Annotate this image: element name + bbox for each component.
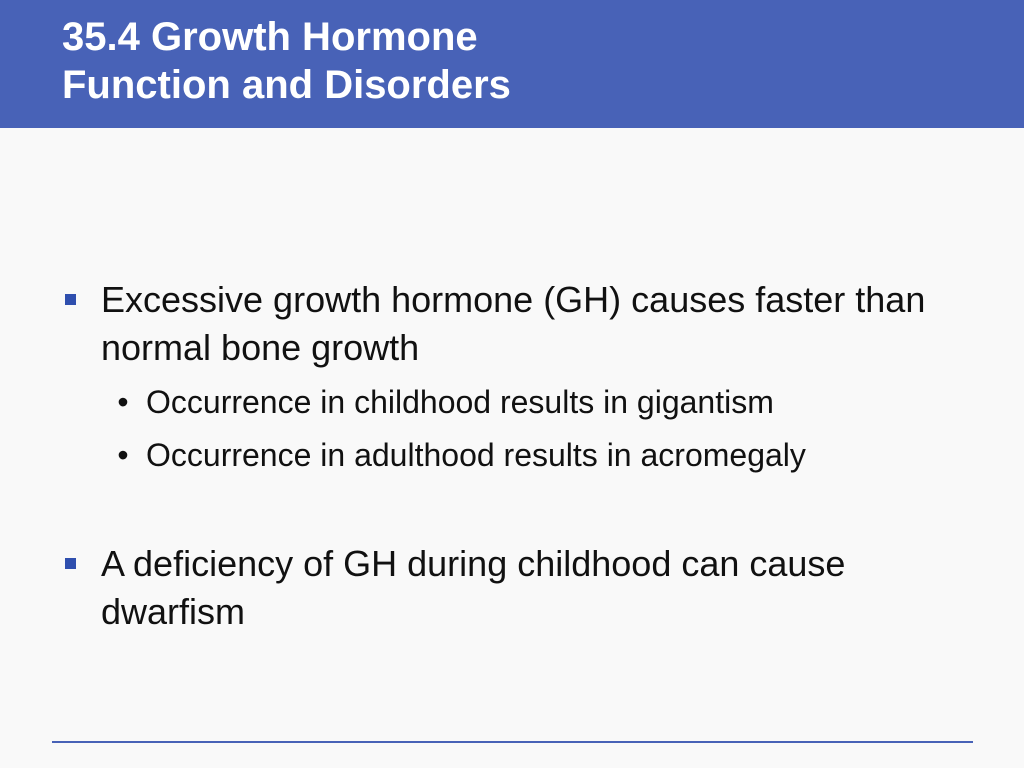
sub-bullet-text: Occurrence in adulthood results in acromegaly (146, 437, 806, 473)
dot-bullet-icon: • (117, 384, 129, 420)
slide-title-line-1: 35.4 Growth Hormone (62, 15, 478, 59)
bullet-text: A deficiency of GH during childhood can cause dwarfism (101, 543, 846, 632)
sub-bullet-item-gigantism (117, 382, 986, 422)
square-bullet-icon (65, 294, 76, 305)
bullet-item-gh-deficiency (101, 540, 971, 636)
sub-bullet-text: Occurrence in childhood results in gigantism (146, 384, 774, 420)
square-bullet-icon (65, 558, 76, 569)
slide-title-line-2: Function and Disorders (62, 63, 511, 107)
footer-divider (52, 741, 973, 743)
bullet-item-excessive-gh (101, 276, 971, 372)
bullet-text: Excessive growth hormone (GH) causes faster than normal bone growth (101, 279, 926, 368)
sub-bullet-item-acromegaly (117, 435, 986, 475)
dot-bullet-icon: • (117, 437, 129, 473)
